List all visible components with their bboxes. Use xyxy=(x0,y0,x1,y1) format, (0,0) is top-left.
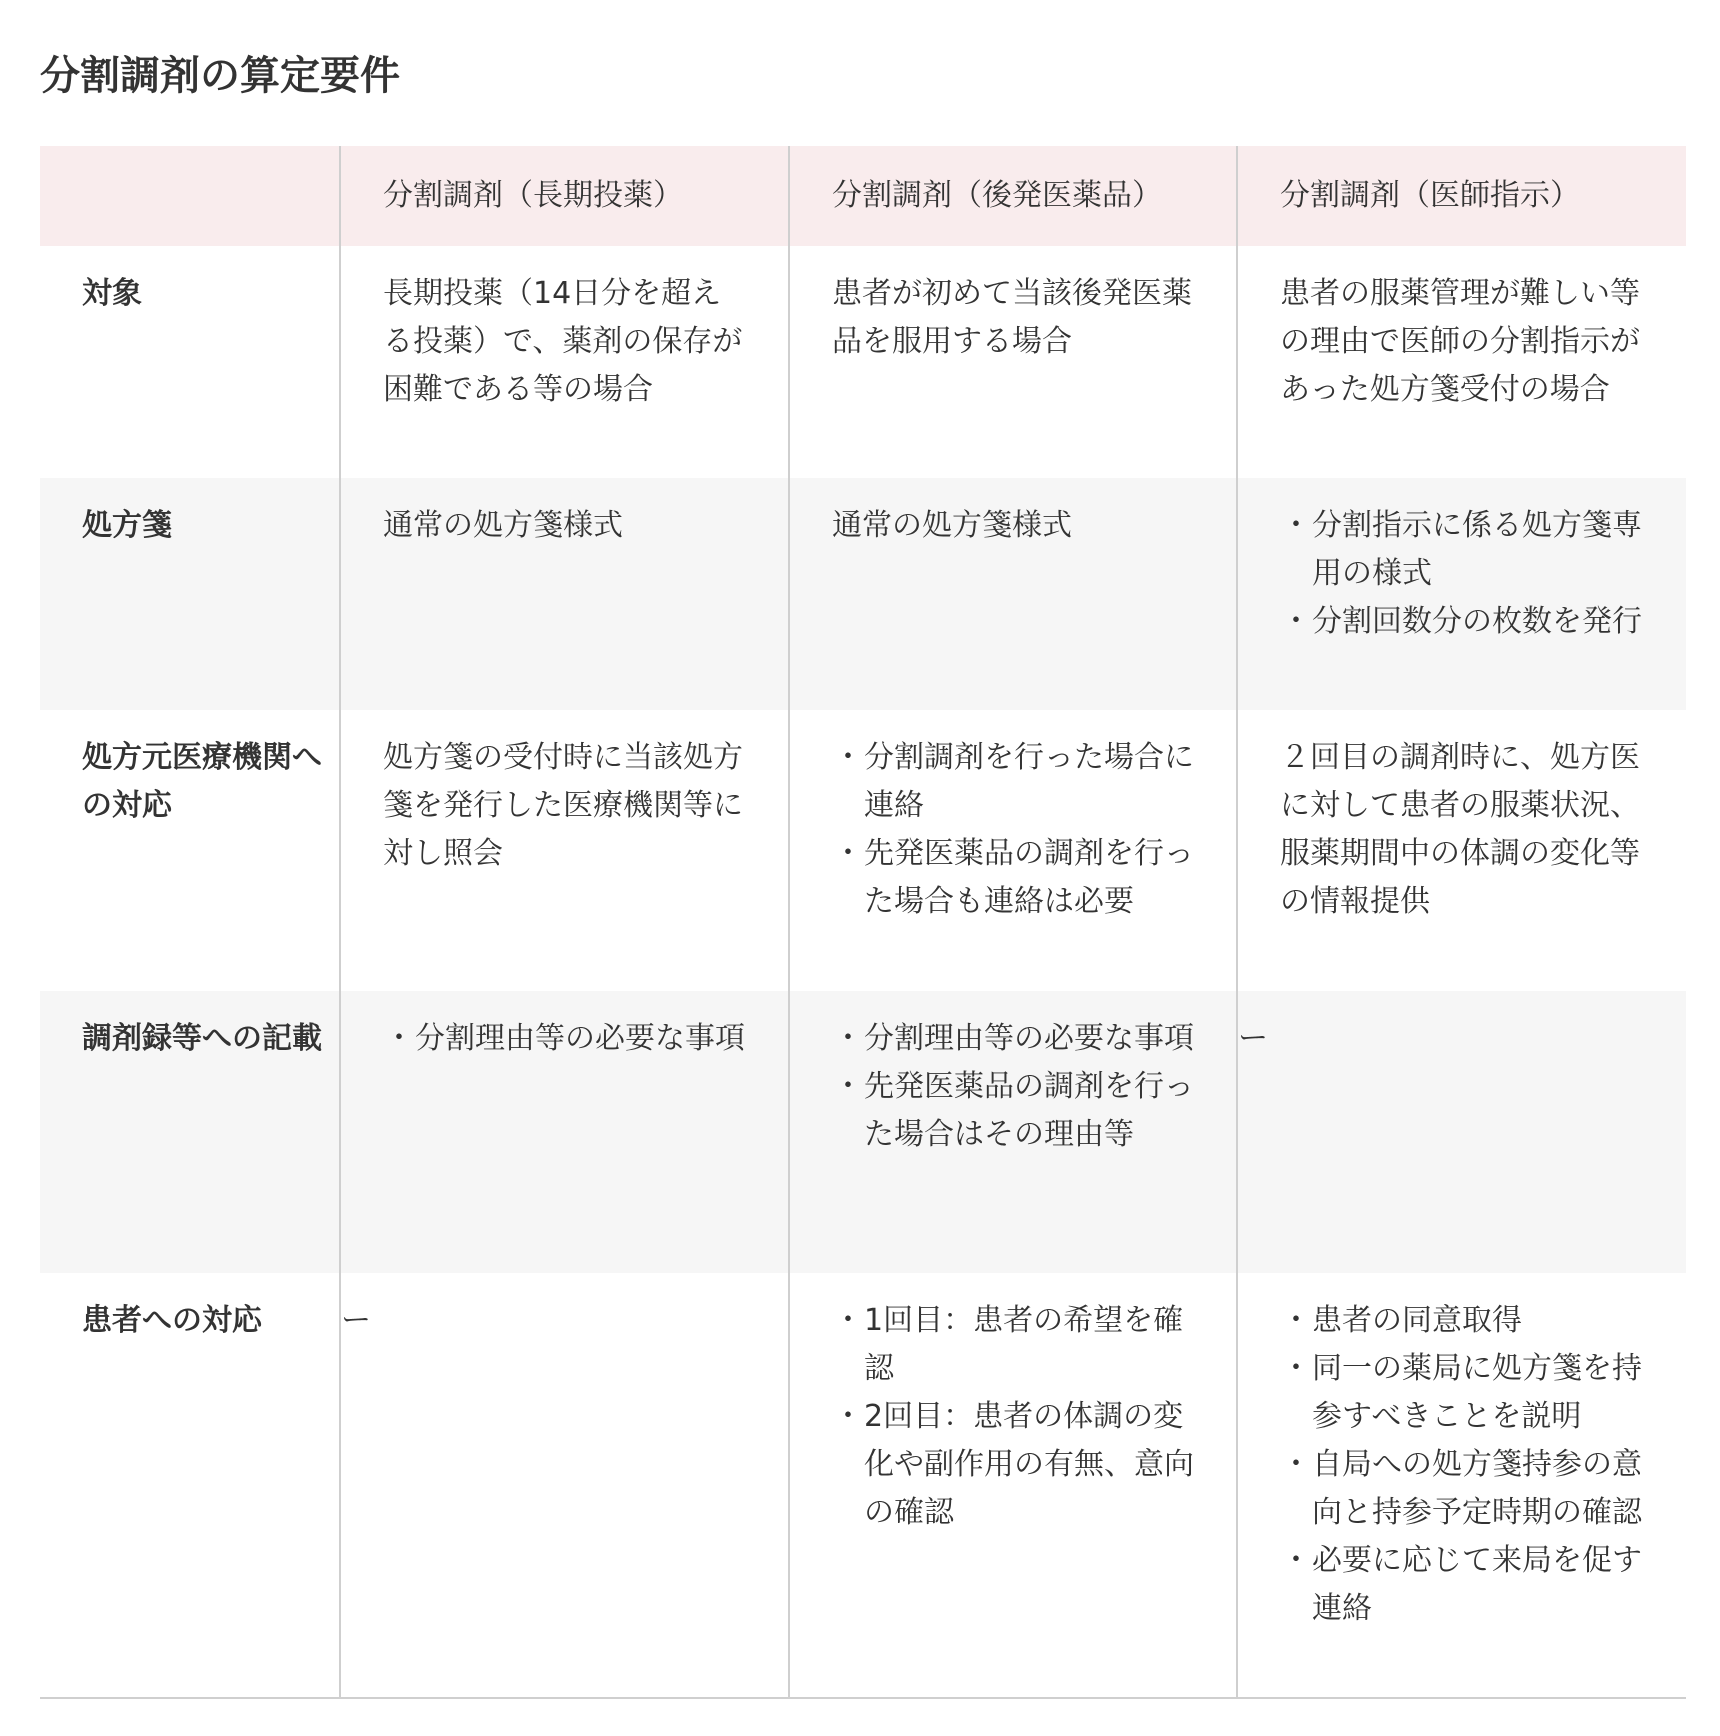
table-cell: 患者の服薬管理が難しい等の理由で医師の分割指示があった処方箋受付の場合 xyxy=(1237,246,1686,478)
table-cell xyxy=(1237,478,1686,710)
table-cell xyxy=(789,710,1237,991)
bullet-list xyxy=(832,1297,1194,1537)
header-empty-cell xyxy=(40,146,340,246)
bullet-list xyxy=(1280,502,1644,646)
list-item: ・ 先発医薬品の調剤を行った場合も連絡は必要 xyxy=(832,830,1194,926)
list-item: ・ 分割回数分の枚数を発行 xyxy=(1280,598,1644,646)
table-row xyxy=(40,246,1686,478)
row-label: 処方元医療機関への対応 xyxy=(82,740,322,823)
row-label: 調剤録等への記載 xyxy=(82,1021,322,1056)
header-long-term: 分割調剤（長期投薬） xyxy=(340,146,789,246)
bullet-list xyxy=(1280,1297,1644,1633)
table-cell: 長期投薬（14日分を超える投薬）で、薬剤の保存が困難である等の場合 xyxy=(340,246,789,478)
table-cell: ２回目の調剤時に、処方医に対して患者の服薬状況、服薬期間中の体調の変化等の情報提供 xyxy=(1237,710,1686,991)
bullet-list xyxy=(832,1015,1194,1159)
list-item: ・ 分割理由等の必要な事項 xyxy=(383,1015,746,1063)
table-row xyxy=(40,991,1686,1273)
table-cell: 通常の処方箋様式 xyxy=(789,478,1237,710)
row-label: 処方箋 xyxy=(82,508,172,543)
table-cell xyxy=(340,991,789,1273)
table-header-row xyxy=(40,146,1686,246)
row-label: 対象 xyxy=(82,276,142,311)
table-cell: 通常の処方箋様式 xyxy=(340,478,789,710)
table-row xyxy=(40,478,1686,710)
list-item: ・ 先発医薬品の調剤を行った場合はその理由等 xyxy=(832,1063,1194,1159)
table-row xyxy=(40,1273,1686,1698)
list-item: ・ 必要に応じて来局を促す連絡 xyxy=(1280,1537,1644,1633)
table-cell xyxy=(1237,1273,1686,1698)
row-label: 患者への対応 xyxy=(82,1303,262,1338)
list-item: ・ 分割指示に係る処方箋専用の様式 xyxy=(1280,502,1644,598)
list-item: ・ 分割調剤を行った場合に連絡 xyxy=(832,734,1194,830)
list-item: ・ 2回目：患者の体調の変化や副作用の有無、意向の確認 xyxy=(832,1393,1194,1537)
table-cell-empty: ー xyxy=(340,1273,789,1698)
table-cell xyxy=(789,991,1237,1273)
table-cell xyxy=(789,1273,1237,1698)
list-item: ・ 患者の同意取得 xyxy=(1280,1297,1644,1345)
bullet-list xyxy=(832,734,1194,926)
requirements-table xyxy=(40,146,1686,1699)
list-item: ・ 自局への処方箋持参の意向と持参予定時期の確認 xyxy=(1280,1441,1644,1537)
table-row xyxy=(40,710,1686,991)
table-cell: 処方箋の受付時に当該処方箋を発行した医療機関等に対し照会 xyxy=(340,710,789,991)
table-cell-empty: ー xyxy=(1237,991,1686,1273)
list-item: ・ 1回目：患者の希望を確認 xyxy=(832,1297,1194,1393)
table-cell: 患者が初めて当該後発医薬品を服用する場合 xyxy=(789,246,1237,478)
page-title: 分割調剤の算定要件 xyxy=(40,53,400,99)
list-item: ・ 分割理由等の必要な事項 xyxy=(832,1015,1194,1063)
header-physician: 分割調剤（医師指示） xyxy=(1237,146,1686,246)
bullet-list xyxy=(383,1015,746,1063)
list-item: ・ 同一の薬局に処方箋を持参すべきことを説明 xyxy=(1280,1345,1644,1441)
header-generic: 分割調剤（後発医薬品） xyxy=(789,146,1237,246)
